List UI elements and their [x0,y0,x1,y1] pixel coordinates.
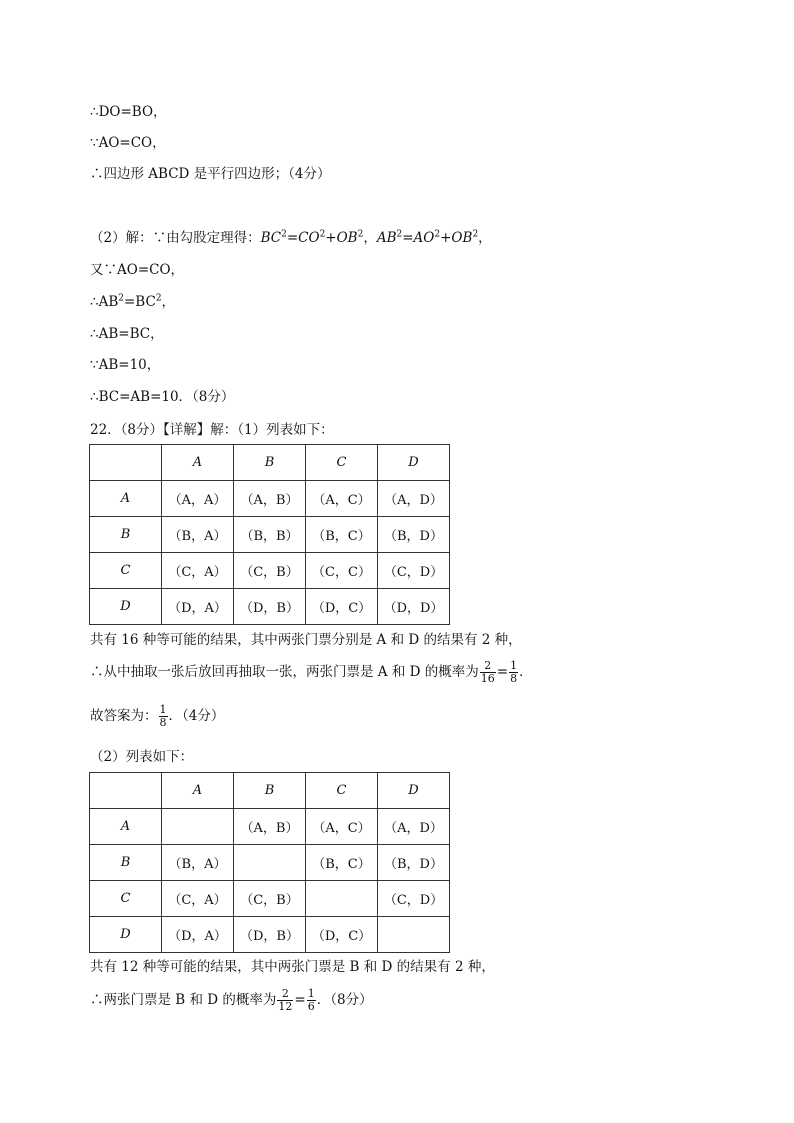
table-cell [162,809,234,845]
numerator: 1 [159,703,167,716]
header-cell: D [378,773,450,809]
part2-heading: （2）列表如下： [90,749,194,765]
row-label: C [90,881,162,917]
proof-line-2: ∵AO=CO， [90,135,166,151]
table-cell: （B，A） [162,517,234,553]
table-row [90,809,450,845]
part2-line-2: 又∵AO=CO， [90,262,185,278]
part2-line-3 [90,293,175,311]
row-label: C [90,553,162,589]
denominator: 6 [307,1000,315,1013]
numerator: 1 [510,659,518,672]
table-cell: （D，C） [306,917,378,953]
table-cell: （B，C） [306,845,378,881]
table-cell: （A，C） [306,809,378,845]
pythagoras-line [90,229,492,247]
table-cell: （C，A） [162,881,234,917]
table-cell: （A，B） [234,809,306,845]
table-cell: （B，C） [306,517,378,553]
part2-line-5: ∵AB=10， [90,357,161,373]
table-row [90,517,450,553]
exponent: 2 [319,229,326,240]
exponent: 2 [155,293,162,304]
denominator: 12 [278,1000,293,1013]
proof-line-1: ∴DO=BO， [90,104,167,120]
equals-sign: = [294,992,306,1008]
table-cell: （C，C） [306,553,378,589]
line-end: ， [478,230,492,246]
bc-term: =BC [124,294,156,310]
answer-text: 故答案为： [90,708,158,724]
header-cell [90,773,162,809]
numerator: 2 [480,660,496,673]
table-row [90,589,450,625]
table-row [90,845,450,881]
co-term: =CO [286,230,320,246]
row-label: D [90,589,162,625]
table-cell: （A，B） [234,481,306,517]
header-cell: C [306,445,378,481]
table-header-row [90,445,450,481]
table-row [90,917,450,953]
probability-line-1 [90,660,533,685]
table-2 [89,772,450,953]
pythagoras-intro: （2）解：∵由勾股定理得： [90,230,261,246]
row-label: D [90,917,162,953]
exponent: 2 [434,229,441,240]
numerator: 1 [307,987,315,1000]
table-1 [89,444,450,625]
header-cell: B [234,773,306,809]
denominator: 8 [510,672,518,685]
table-cell: （C，D） [378,881,450,917]
exponent: 2 [472,229,479,240]
table-cell [306,881,378,917]
ob-term: +OB [325,230,358,246]
ab-label: AB [376,230,397,246]
header-cell: A [162,773,234,809]
table-row [90,553,450,589]
separator: ， [363,230,377,246]
header-cell: C [306,773,378,809]
table-cell: （D，B） [234,589,306,625]
table-cell: （B，A） [162,845,234,881]
probability-line-2 [90,988,373,1013]
equals-sign: = [496,664,509,680]
table-cell: （D，A） [162,917,234,953]
fraction [159,704,168,729]
part2-line-6: ∴BC=AB=10．（8分） [90,389,235,405]
table-cell: （A，D） [378,481,450,517]
row-label: B [90,517,162,553]
denominator: 16 [480,672,495,685]
table-cell: （C，A） [162,553,234,589]
line-end: ， [161,294,176,310]
exponent: 2 [357,229,364,240]
bc-label: BC [260,230,282,246]
numerator: 2 [277,988,293,1001]
proof-line-3: ∴四边形 ABCD 是平行四边形；（4分） [90,166,331,182]
fraction [277,988,293,1013]
answer-line [90,704,224,729]
header-cell [90,445,162,481]
ob-term: +OB [440,230,473,246]
table-cell: （D，C） [306,589,378,625]
table-cell: （D，B） [234,917,306,953]
probability-text: ∴从中抽取一张后放回再抽取一张，两张门票是 A 和 D 的概率为 [90,664,479,680]
exponent: 2 [396,229,403,240]
score-note: ．（8分） [316,992,373,1008]
table-cell [234,845,306,881]
table-cell: （B，B） [234,517,306,553]
table-cell: （A，D） [378,809,450,845]
table-cell: （D，A） [162,589,234,625]
probability-text: ∴两张门票是 B 和 D 的概率为 [90,992,277,1008]
header-cell: A [162,445,234,481]
table-header-row [90,773,450,809]
table-cell: （B，D） [378,845,450,881]
result-line-2: 共有 12 种等可能的结果，其中两张门票是 B 和 D 的结果有 2 种， [90,959,495,975]
score-note: ．（4分） [168,708,225,724]
table-cell: （C，D） [378,553,450,589]
fraction [480,660,496,685]
row-label: A [90,481,162,517]
table-cell [378,917,450,953]
table-row [90,881,450,917]
table-cell: （D，D） [378,589,450,625]
table-cell: （A，C） [306,481,378,517]
table-cell: （C，B） [234,881,306,917]
table-cell: （B，D） [378,517,450,553]
ab-term: ∴AB [90,294,119,310]
exponent: 2 [118,293,124,304]
table-cell: （A，A） [162,481,234,517]
table-row [90,481,450,517]
header-cell: B [234,445,306,481]
period: ． [519,664,533,680]
part2-line-4: ∴AB=BC， [90,326,164,342]
row-label: B [90,845,162,881]
row-label: A [90,809,162,845]
fraction [509,660,518,685]
ao-term: =AO [402,230,435,246]
denominator: 8 [159,716,167,729]
exponent: 2 [281,229,287,240]
header-cell: D [378,445,450,481]
fraction [307,988,316,1013]
result-line-1: 共有 16 种等可能的结果，其中两张门票分别是 A 和 D 的结果有 2 种， [90,632,522,648]
table-cell: （C，B） [234,553,306,589]
q22-heading: 22．（8分）【详解】解：（1）列表如下： [90,422,334,438]
